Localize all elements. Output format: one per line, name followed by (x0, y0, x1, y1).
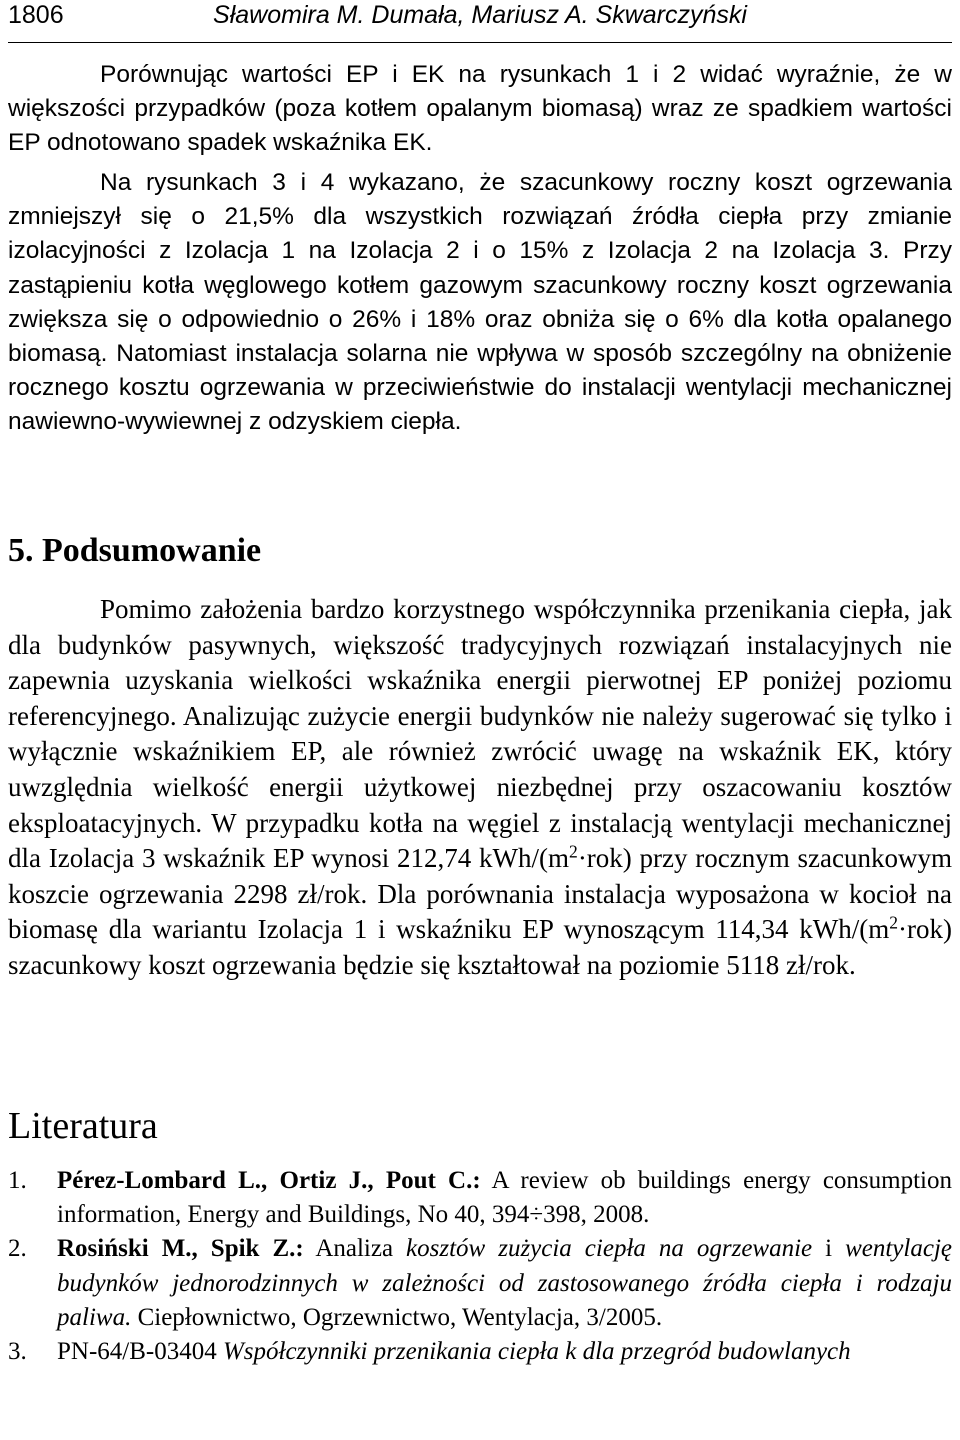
literature-heading: Literatura (8, 1105, 158, 1147)
paragraph-summary (8, 592, 952, 984)
reference-pre: Analiza (303, 1235, 407, 1263)
reference-item (8, 1232, 952, 1335)
reference-authors: Pérez-Lombard L., Ortiz J., Pout C.: (57, 1167, 481, 1194)
superscript-2: 2 (889, 912, 899, 933)
section-heading-summary: 5. Podsumowanie (8, 532, 262, 569)
reference-mid: i (812, 1235, 846, 1263)
summary-text-b: ·rok) przy rocznym szacunkowym koszcie ogrzewania 2298 zł/rok. Dla porównania instalacja wyposażona w kocioł na biomasę dla wariantu Izolacja 1 i wskaźniku EP wynoszącym 114,34 kWh/(m (8, 843, 952, 945)
summary-text-c: ·rok) szacunkowy koszt ogrzewania będzie się kształtował na poziomie 5118 zł/rok. (8, 914, 952, 980)
superscript-1: 2 (569, 841, 578, 862)
running-header (8, 0, 952, 43)
paragraph-ep-ek-comparison: Porównując wartości EP i EK na rysunkach 1 i 2 widać wyraźnie, że w większości przypadków (poza kotłem opalanym biomasą) wraz ze spadkiem wartości EP odnotowano spadek wskaźnika EK. (8, 61, 952, 157)
reference-title: kosztów zużycia ciepła na ogrzewanie (406, 1235, 813, 1263)
reference-title-cont: wentylację budynków jednorodzinnych w zależności od zastosowanego źródła ciepła i rodzaju paliwa. (57, 1235, 952, 1331)
reference-item (8, 1164, 952, 1232)
summary-text-a: Pomimo założenia bardzo korzystnego współczynnika przenikania ciepła, jak dla budynków pasywnych, większość tradycyjnych rozwiązań instalacyjnych nie zapewnia uzyskania wielkości wskaźnika energii pierwotnej EP poniżej poziomu referencyjnego. Analizując zużycie energii budynków nie należy sugerować się tylko i wyłącznie wskaźnikiem EP, ale również zwrócić uwagę na wskaźnik EK, który uwzględnia wielkość energii użytkowej niezbędnej przy oszacowaniu kosztów eksploatacyjnych. W przypadku kotła na węgiel z instalacją wentylacji mechanicznej dla Izolacja 3 wskaźnik EP wynosi 212,74 kWh/(m (8, 594, 952, 874)
page-number: 1806 (8, 1, 64, 29)
reference-number: 3. (8, 1338, 27, 1366)
reference-authors: Rosiński M., Spik Z.: (57, 1235, 304, 1263)
running-authors: Sławomira M. Dumała, Mariusz A. Skwarczyński (213, 1, 747, 29)
reference-list (8, 1164, 952, 1369)
reference-pre: PN-64/B-03404 (57, 1338, 223, 1366)
reference-text: Ciepłownictwo, Ogrzewnictwo, Wentylacja, 3/2005. (131, 1303, 663, 1331)
paragraph-heating-cost: Na rysunkach 3 i 4 wykazano, że szacunkowy roczny koszt ogrzewania zmniejszył się o 21,5% dla wszystkich rozwiązań źródła ciepła przy zmianie izolacyjności z Izolacja 1 na Izolacja 2 i o 15% z Izolacja 2 na Izolacja 3. Przy zastąpieniu kotła węglowego kotłem gazowym szacunkowy roczny koszt ogrzewania zwiększa się o odpowiednio o 26% i 18% oraz obniża się o 6% dla kotła opalanego biomasą. Natomiast instalacja solarna nie wpływa w sposób szczególny na obniżenie rocznego kosztu ogrzewania w przeciwieństwie do instalacji wentylacji mechanicznej nawiewno-wywiewnej z odzyskiem ciepła. (8, 169, 952, 436)
reference-number: 1. (8, 1167, 27, 1194)
reference-text: A review ob buildings energy consumption information, Energy and Buildings, No 40, 394÷398, 2008. (57, 1167, 952, 1229)
reference-number: 2. (8, 1235, 27, 1263)
reference-title: Współczynniki przenikania ciepła k dla przegród budowlanych (222, 1338, 851, 1366)
reference-item (8, 1335, 952, 1369)
